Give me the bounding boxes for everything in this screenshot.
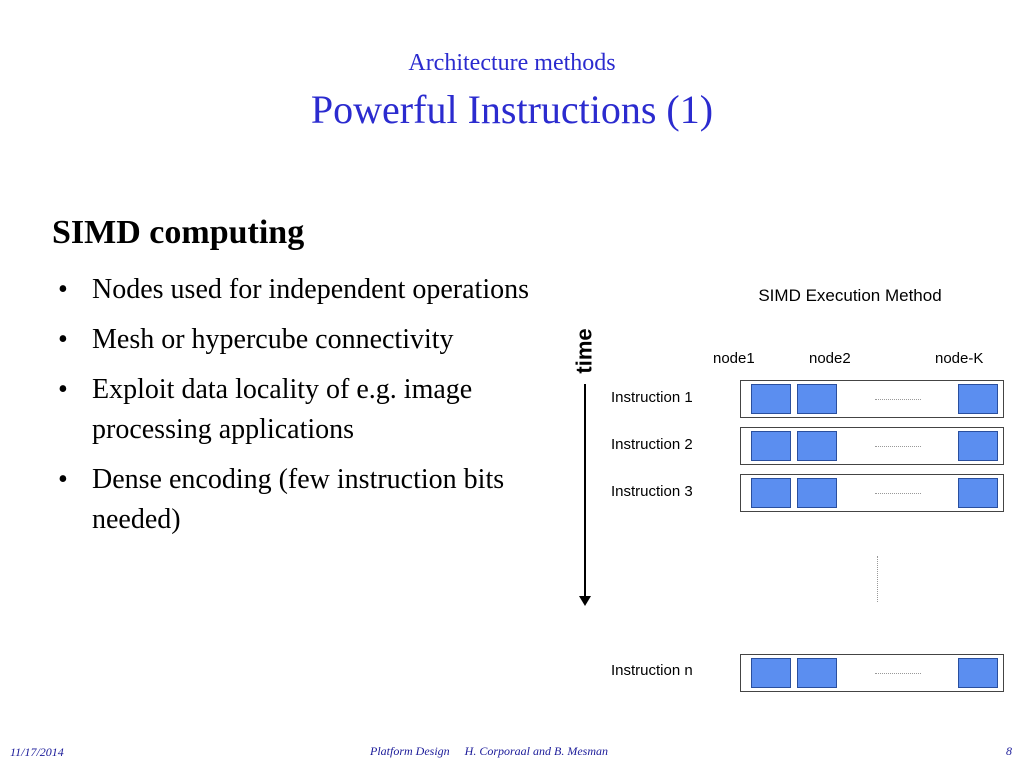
node-cell: [958, 658, 998, 688]
bullet-text: Dense encoding (few instruction bits needed): [92, 464, 505, 535]
bullet-dot-icon: •: [58, 274, 68, 305]
time-axis-label: time: [571, 328, 597, 374]
instruction-row: [740, 654, 1004, 692]
node-cell: [797, 478, 837, 508]
instruction-label: Instruction 3: [611, 483, 693, 500]
node-cell: [797, 658, 837, 688]
node-cell: [751, 431, 791, 461]
node-cell: [751, 384, 791, 414]
bullet-list: [52, 270, 552, 550]
bullet-text: Nodes used for independent operations: [92, 274, 529, 305]
node-cell: [797, 384, 837, 414]
node-cell: [958, 384, 998, 414]
footer-date: 11/17/2014: [10, 745, 64, 759]
ellipsis-dots: [875, 446, 921, 447]
ellipsis-dots: [875, 399, 921, 400]
node-cell: [751, 658, 791, 688]
footer-page-number: 8: [1006, 744, 1012, 758]
node-cell: [797, 431, 837, 461]
bullet-text: Exploit data locality of e.g. image processing applications: [92, 374, 473, 445]
footer-course-name: Platform Design: [370, 744, 450, 758]
instruction-row: [740, 380, 1004, 418]
bullet-item: [52, 370, 552, 450]
node-label-1: node1: [713, 350, 755, 367]
section-heading: SIMD computing: [52, 214, 305, 251]
instruction-label: Instruction 1: [611, 389, 693, 406]
slide-title: Powerful Instructions (1): [310, 87, 714, 132]
bullet-dot-icon: •: [58, 324, 68, 355]
instruction-label: Instruction 2: [611, 436, 693, 453]
bullet-dot-icon: •: [58, 464, 68, 495]
bullet-item: [52, 270, 552, 310]
instruction-row: [740, 427, 1004, 465]
node-cell: [751, 478, 791, 508]
diagram-title: SIMD Execution Method: [758, 286, 942, 305]
instruction-label: Instruction n: [611, 662, 693, 679]
node-cell: [958, 431, 998, 461]
vertical-ellipsis: [877, 556, 878, 602]
node-label-k: node-K: [935, 350, 984, 367]
slide-supertitle: Architecture methods: [408, 50, 616, 76]
footer-authors: H. Corporaal and B. Mesman: [464, 744, 609, 758]
footer-course: [370, 744, 608, 759]
time-arrow-icon: [574, 384, 596, 608]
bullet-item: [52, 460, 552, 540]
bullet-dot-icon: •: [58, 374, 68, 405]
node-cell: [958, 478, 998, 508]
ellipsis-dots: [875, 673, 921, 674]
node-label-2: node2: [809, 350, 851, 367]
bullet-item: [52, 320, 552, 360]
ellipsis-dots: [875, 493, 921, 494]
instruction-row: [740, 474, 1004, 512]
bullet-text: Mesh or hypercube connectivity: [92, 324, 454, 355]
